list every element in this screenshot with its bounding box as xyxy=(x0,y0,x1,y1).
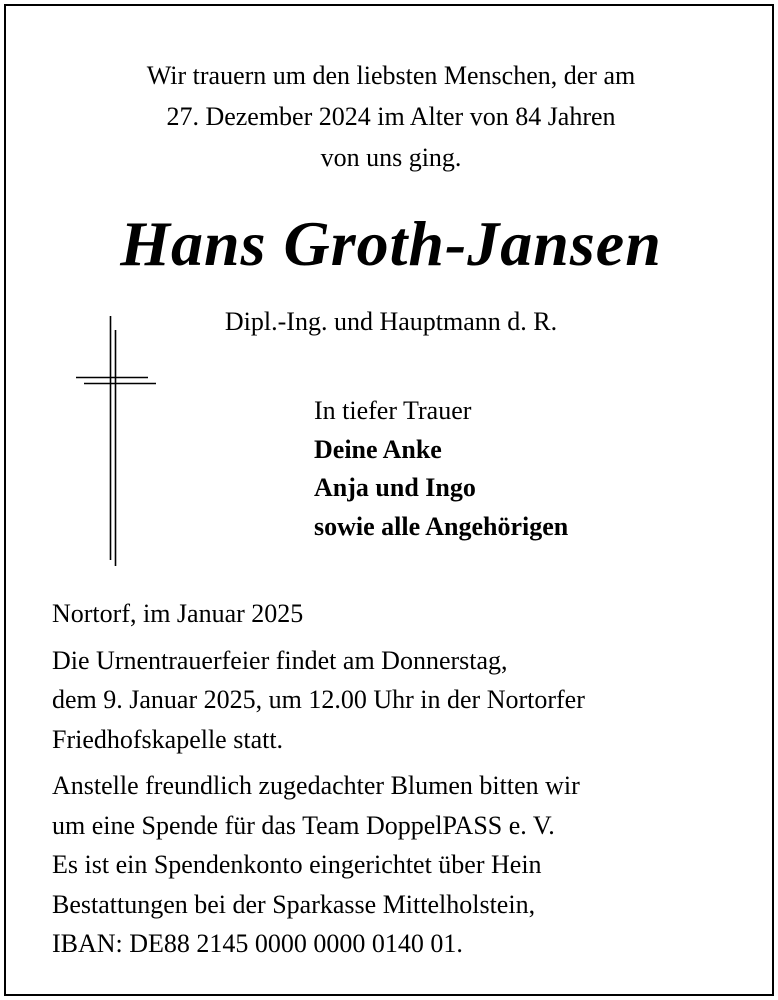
donation-line-3: Es ist ein Spendenkonto eingerichtet über Hein xyxy=(52,850,542,879)
ceremony-line-2: dem 9. Januar 2025, um 12.00 Uhr in der Nortorfer xyxy=(52,685,585,714)
intro-text xyxy=(6,55,776,178)
ceremony-line-1: Die Urnentrauerfeier findet am Donnerstag, xyxy=(52,645,508,675)
deceased-title: Dipl.-Ing. und Hauptmann d. R. xyxy=(224,307,558,336)
donation-line-4: Bestattungen bei der Sparkasse Mittelholstein, xyxy=(52,889,536,919)
intro-line-3: von uns ging. xyxy=(320,143,462,172)
place-date: Nortorf, im Januar 2025 xyxy=(52,599,304,628)
mourner-line: Anja und Ingo xyxy=(314,473,476,502)
donation-line-5: IBAN: DE88 2145 0000 0000 0140 01. xyxy=(52,929,463,958)
ceremony-line-3: Friedhofskapelle statt. xyxy=(52,724,284,754)
details-block xyxy=(52,594,742,964)
mourner-line: sowie alle Angehörigen xyxy=(314,511,569,541)
deceased-name: Hans Groth-Jansen xyxy=(120,208,662,279)
donation-line-1: Anstelle freundlich zugedachter Blumen bitten wir xyxy=(52,771,580,800)
intro-line-1: Wir trauern um den liebsten Menschen, der am xyxy=(146,61,636,90)
obituary-frame xyxy=(4,4,774,996)
mourner-line: Deine Anke xyxy=(314,434,442,464)
mourners-block xyxy=(314,392,568,546)
donation-line-2: um eine Spende für das Team DoppelPASS e. V. xyxy=(52,810,555,840)
intro-line-2: 27. Dezember 2024 im Alter von 84 Jahren xyxy=(166,102,616,131)
latin-cross-icon xyxy=(76,316,160,566)
mourners-heading: In tiefer Trauer xyxy=(314,396,472,425)
